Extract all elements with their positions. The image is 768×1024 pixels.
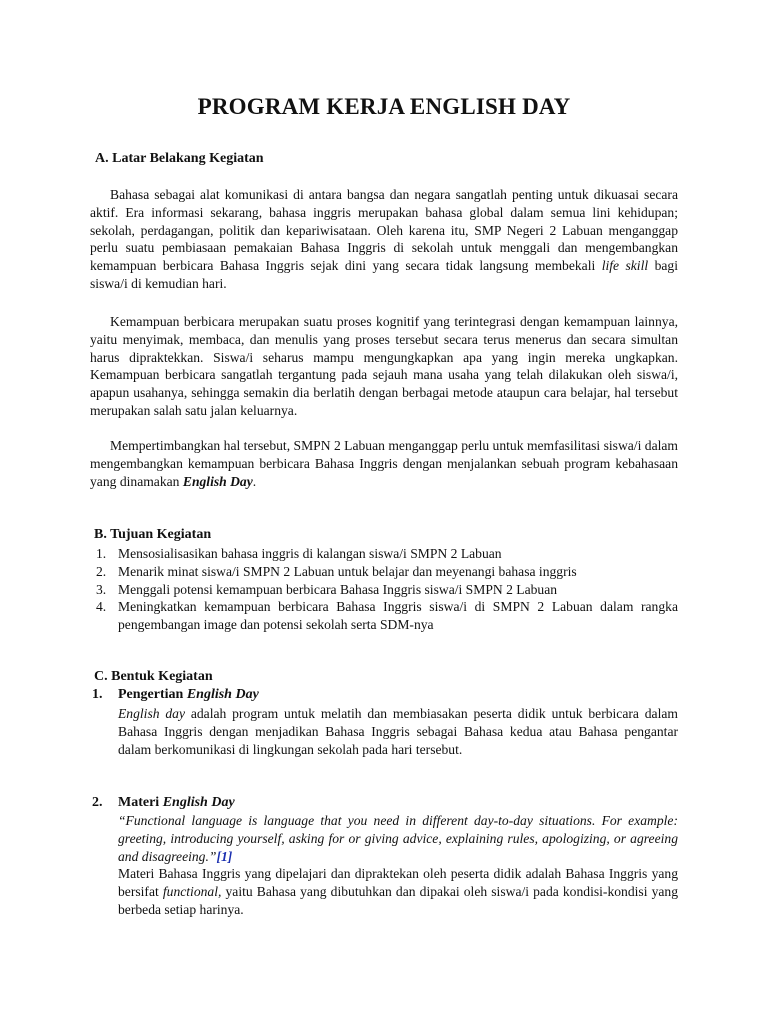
paragraph-text: Materi Bahasa Inggris yang dipelajari dan dipraktekan oleh peserta didik adalah Bahasa Inggris yang bersifat [118, 866, 678, 899]
emphasis-english-day: English Day [182, 473, 253, 489]
paragraph-text: Bahasa sebagai alat komunikasi di antara bangsa dan negara sangatlah penting untuk dikuasai secara aktif. Era informasi sekarang, bahasa inggris merupakan bahasa global dalam semua lini kehidupan; sekolah, perdagangan, politik dan kepariwisataan. Oleh karena itu, SMP Negeri 2 Labuan menganggap perlu suatu pembiasaan pemakaian Bahasa Inggris di sekolah untuk menggali dan mengembangkan kemampuan berbicara Bahasa Inggris sejak dini yang secara tidak langsung membekali [90, 187, 678, 274]
list-item [90, 563, 678, 581]
list-item [90, 545, 678, 563]
subsection-label: Pengertian [118, 687, 187, 702]
subsection-2-heading [92, 795, 235, 811]
list-number: 2. [96, 563, 107, 579]
list-item-text: Menarik minat siswa/i SMPN 2 Labuan untuk belajar dan meyenangi bahasa inggris [118, 563, 577, 579]
section-a-paragraph-2: Kemampuan berbicara merupakan suatu proses kognitif yang terintegrasi dengan kemampuan lainnya, yaitu menyimak, membaca, dan menulis yang proses tersebut secara terus menerus dan secara simultan harus dipraktekkan. Siswa/i seharus mampu mengungkapkan apa yang ingin mereka ungkapkan. Kemampuan berbicara sangatlah tergantung pada sejauh mana usaha yang telah dilakukan oleh siswa/i, apapun usahanya, sehingga semakin dia berlatih dengan berbagai metode ataupun cara belajar, hal tersebut merupakan salah satu jalan keluarnya. [90, 314, 678, 418]
emphasis-english-day: English day [118, 706, 185, 721]
subsection-label: Materi [118, 795, 163, 810]
paragraph-text: Mempertimbangkan hal tersebut, SMPN 2 Labuan menganggap perlu untuk memfasilitasi siswa/i dalam mengembangkan kemampuan berbicara Bahasa Inggris dengan menjalankan sebuah program kebahasaan yang dinamakan [90, 438, 678, 489]
list-item [90, 598, 678, 634]
quote-text: “Functional language is language that you need in different day-to-day situations. For example: greeting, introducing yourself, asking for or giving advice, explaining rules, apologizing, or agreeing and disagreeing.” [118, 813, 678, 864]
emphasis-functional: functional, [162, 883, 222, 899]
subsection-1-paragraph [118, 705, 678, 758]
list-number: 1. [96, 546, 107, 561]
emphasis-life-skill: life skill [601, 258, 649, 274]
section-b-heading: B. Tujuan Kegiatan [94, 527, 212, 542]
list-item-text: Mensosialisasikan bahasa inggris di kalangan siswa/i SMPN 2 Labuan [118, 546, 502, 561]
section-a-paragraph-3 [90, 437, 678, 490]
list-item-text: Menggali potensi kemampuan berbicara Bahasa Inggris siswa/i SMPN 2 Labuan [118, 581, 558, 597]
list-number: 4. [96, 599, 107, 615]
section-a-heading: A. Latar Belakang Kegiatan [95, 151, 264, 166]
list-item [90, 581, 678, 599]
section-a-paragraph-1 [90, 186, 678, 293]
document-title: PROGRAM KERJA ENGLISH DAY [197, 94, 571, 119]
subsection-label-emphasis: English Day [162, 795, 235, 810]
paragraph-text: yaitu Bahasa yang dibutuhkan dan dipakai oleh siswa/i pada kondisi-kondisi yang berbeda setiap harinya. [118, 883, 678, 917]
objectives-list [90, 545, 678, 634]
section-c-heading: C. Bentuk Kegiatan [94, 669, 213, 684]
citation-link[interactable]: [1] [216, 848, 233, 864]
paragraph-text: . [252, 473, 257, 489]
subsection-number: 1. [92, 687, 103, 702]
subsection-number: 2. [92, 795, 103, 810]
paragraph-text: adalah program untuk melatih dan membiasakan peserta didik untuk berbicara dalam Bahasa Inggris dengan menjadikan Bahasa Inggris sebagai Bahasa kedua atau Bahasa pengantar dalam berkomunikasi di lingkungan sekolah pada hari tersebut. [118, 706, 678, 757]
functional-language-quote [118, 812, 678, 865]
subsection-2-paragraph [118, 865, 678, 918]
subsection-1-heading [92, 687, 259, 703]
paragraph-text: bagi siswa/i di kemudian hari. [90, 258, 678, 291]
list-number: 3. [96, 581, 107, 597]
subsection-label-emphasis: English Day [186, 687, 259, 702]
list-item-text: Meningkatkan kemampuan berbicara Bahasa Inggris siswa/i di SMPN 2 Labuan dalam rangka pengembangan image dan potensi sekolah serta SDM-nya [118, 599, 678, 633]
